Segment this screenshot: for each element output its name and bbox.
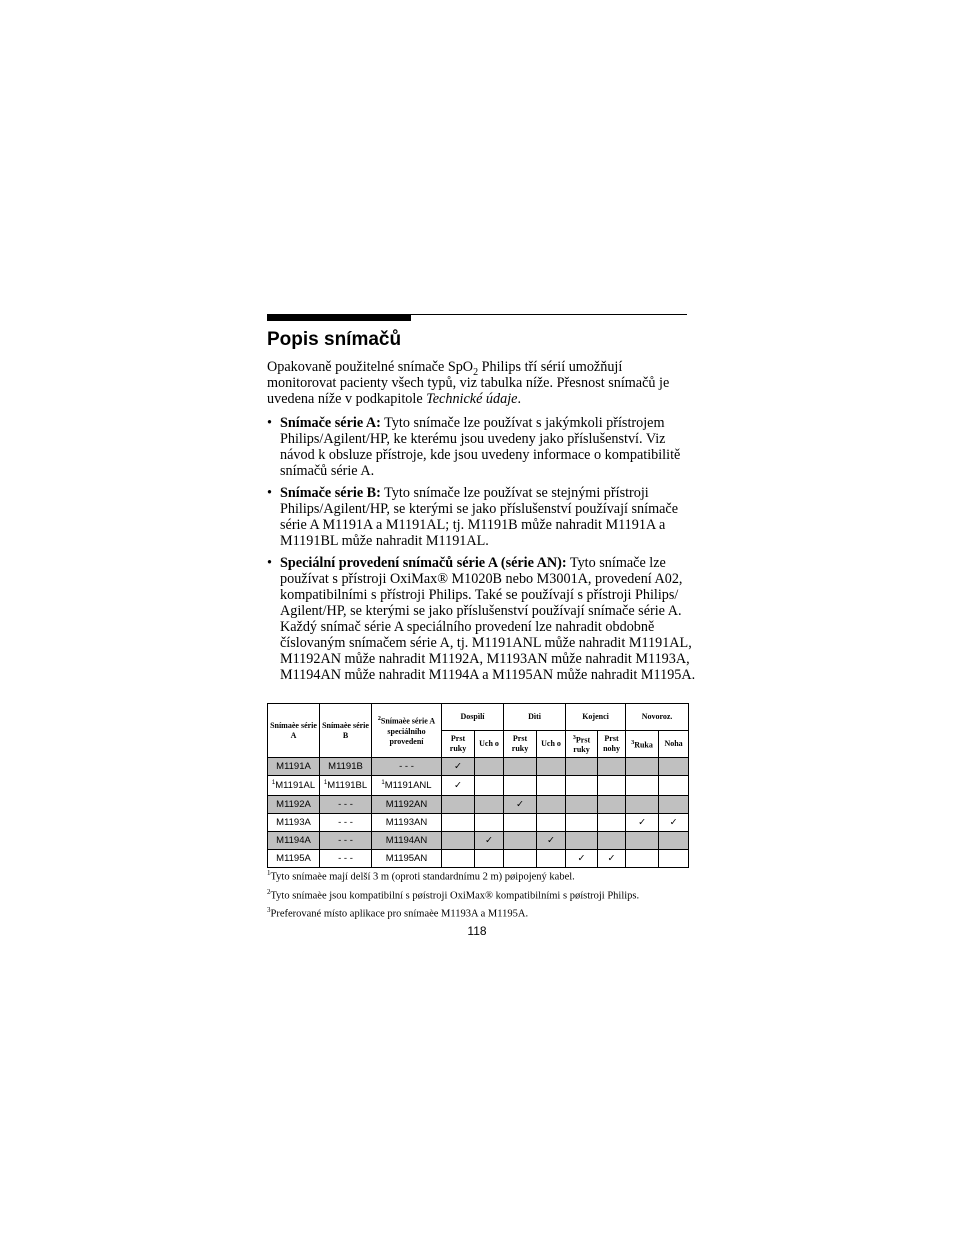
footnote-text: Tyto snímaèe jsou kompatibilní s pøístroji OxiMax® kompatibilními s pøístroji Philips. [270,890,640,901]
header-sub-label: Ruka [634,740,653,750]
check-mark [598,832,626,850]
cell-series-b [320,796,372,814]
table-row [268,814,689,832]
cell-text: - - - [338,799,353,811]
check-mark [659,796,689,814]
list-item [267,485,697,549]
page-number: 118 [467,924,487,938]
check-mark: ✓ [566,850,598,868]
cell-series-b [320,832,372,850]
check-mark [598,758,626,776]
header-group-neonates: Novoroz. [626,704,689,731]
cell-special [372,796,442,814]
cell-series-a [268,850,320,868]
header-group-adults: Dospìlí [442,704,504,731]
intro-text-1: Opakovaně použitelné snímače SpO [267,359,474,375]
check-mark [504,758,537,776]
check-mark [442,814,475,832]
check-mark [626,796,659,814]
cell-series-a [268,796,320,814]
cell-text: M1193A [276,817,311,829]
intro-paragraph [267,359,687,407]
check-mark [475,850,504,868]
check-mark [442,850,475,868]
bullet-text: Tyto snímače lze používat se stejnými přístroji Philips/Agilent/HP, se kterými se jako příslušenství používají snímače série A M1191A a M1191AL; tj. M1191B může nahradit M1191A a M1191BL může nahradit M1191AL. [280,485,678,549]
table-row [268,776,689,796]
footnote-text: Preferované místo aplikace pro snímaèe M1193A a M1195A. [270,908,529,920]
cell-series-b [320,776,372,796]
cell-special [372,814,442,832]
check-mark [504,814,537,832]
check-mark [566,796,598,814]
bullet-text: Tyto snímače lze používat s jakýmkoli přístrojem Philips/Agilent/HP, ke kterému jsou uvedeny jako příslušenství. Viz návod k obsluze přístroje, kde jsou uvedeny informace o kompatibilitě snímačů série A. [280,415,681,479]
check-mark [475,776,504,796]
header-sub: Prst nohy [598,731,626,758]
table-row [268,832,689,850]
check-mark [442,796,475,814]
check-mark [475,814,504,832]
header-series-a: Snímaèe série A [268,704,320,758]
bullet-heading: Snímače série B: [280,485,381,501]
check-mark [566,832,598,850]
cell-text: M1195AN [385,853,428,865]
cell-text: - - - [399,761,414,773]
cell-series-a [268,776,320,796]
header-sub: Prst ruky [442,731,475,758]
cell-series-a [268,758,320,776]
check-mark: ✓ [442,776,475,796]
check-mark: ✓ [537,832,566,850]
cell-special [372,850,442,868]
cell-text: M1191B [328,761,363,773]
check-mark: ✓ [475,832,504,850]
check-mark: ✓ [504,796,537,814]
footnote-number: 3 [267,906,271,914]
cell-special [372,776,442,796]
check-mark [566,776,598,796]
intro-crossref: Technické údaje [426,391,518,407]
check-mark [504,776,537,796]
table-row [268,758,689,776]
cell-series-a [268,814,320,832]
cell-text: M1191BL [327,780,368,792]
check-mark [537,776,566,796]
cell-text: M1191A [276,761,311,773]
cell-series-b [320,850,372,868]
check-mark: ✓ [598,850,626,868]
bullet-text: Tyto snímače lze používat s přístroji OxiMax® M1020B nebo M3001A, provedení A02, kompatibilními s přístroji Philips. Také se používají s přístroji Philips/ Agilent/HP, se kterými se jako příslušenství používají snímače série A. Každý snímač série A speciálního provedení lze nahradit obdobně číslovaným snímačem série A, tj. M1191ANL může nahradit M1191AL, M1192AN může nahradit M1192A, M1193AN může nahradit M1193A, M1194AN může nahradit M1194A a M1195AN může nahradit M1195A. [280,555,696,683]
cell-text: - - - [338,817,353,829]
check-mark [475,796,504,814]
check-mark [537,758,566,776]
table-row [268,796,689,814]
footnote [267,885,697,904]
footnote-ref: 1 [323,779,328,786]
bullet-dot: • [267,415,272,431]
check-mark [598,814,626,832]
check-mark [659,758,689,776]
section-title: Popis snímačů [267,329,402,350]
check-mark [442,832,475,850]
check-mark [537,796,566,814]
check-mark: ✓ [626,814,659,832]
cell-text: M1193AN [385,817,428,829]
section-rule-thin [411,314,687,315]
check-mark [598,776,626,796]
check-mark [659,776,689,796]
footnote-text: Tyto snímaèe mají delší 3 m (oproti standardnímu 2 m) pøipojený kabel. [270,871,575,883]
check-mark [659,832,689,850]
list-item [267,415,697,479]
cell-text: M1194A [276,835,311,847]
cell-text: M1191AL [275,780,316,792]
cell-text: M1192AN [385,799,428,811]
cell-special [372,758,442,776]
footnote [267,903,697,922]
header-sub: Uch o [475,731,504,758]
check-mark [626,850,659,868]
header-sub [626,731,659,758]
header-sub: Prst ruky [504,731,537,758]
cell-text: M1192A [276,799,311,811]
header-footnote-ref: 3 [572,734,576,741]
header-footnote-ref: 2 [377,716,381,723]
check-mark [626,832,659,850]
header-sub: Noha [659,731,689,758]
table-row [268,850,689,868]
cell-text: M1191ANL [384,780,432,792]
header-series-b: Snímaèe série B [320,704,372,758]
check-mark [475,758,504,776]
footnote [267,866,697,885]
bullet-heading: Snímače série A: [280,415,381,431]
header-special [372,704,442,758]
check-mark [504,850,537,868]
section-rule-thick [267,314,411,321]
cell-series-b [320,814,372,832]
check-mark [504,832,537,850]
bullet-dot: • [267,555,272,571]
footnote-number: 1 [267,869,271,877]
sensor-series-list [267,415,697,689]
sensor-table [267,703,689,868]
bullet-dot: • [267,485,272,501]
check-mark [566,814,598,832]
cell-special [372,832,442,850]
check-mark [626,758,659,776]
footnote-ref: 1 [381,779,385,786]
check-mark: ✓ [442,758,475,776]
header-group-infants: Kojenci [566,704,626,731]
cell-series-b [320,758,372,776]
cell-text: M1195A [276,853,311,865]
check-mark [537,850,566,868]
check-mark [537,814,566,832]
check-mark [598,796,626,814]
cell-series-a [268,832,320,850]
header-sub: Uch o [537,731,566,758]
footnote-number: 2 [267,887,271,896]
header-group-children: Dìti [504,704,566,731]
footnotes [267,866,697,922]
check-mark [626,776,659,796]
cell-text: - - - [338,835,353,847]
intro-text-2: Philips tří sérií umožňují monitorovat pacienty všech typů, viz tabulka níže. Přesnost snímačů je uvedena níže v podkapitole [267,359,670,407]
header-special-label: Snímaèe série A speciálního provedení [380,716,436,746]
cell-text: - - - [338,853,353,865]
header-sub-label: Prst ruky [573,735,591,755]
header-footnote-ref: 3 [631,739,635,746]
cell-text: M1194AN [385,835,428,847]
check-mark [566,758,598,776]
footnote-ref: 1 [271,779,276,786]
intro-text-3: . [517,391,521,407]
intro-subscript: 2 [473,366,479,378]
check-mark [659,850,689,868]
header-sub [566,731,598,758]
check-mark: ✓ [659,814,689,832]
bullet-heading: Speciální provedení snímačů série A (série AN): [280,555,567,571]
list-item [267,555,697,683]
